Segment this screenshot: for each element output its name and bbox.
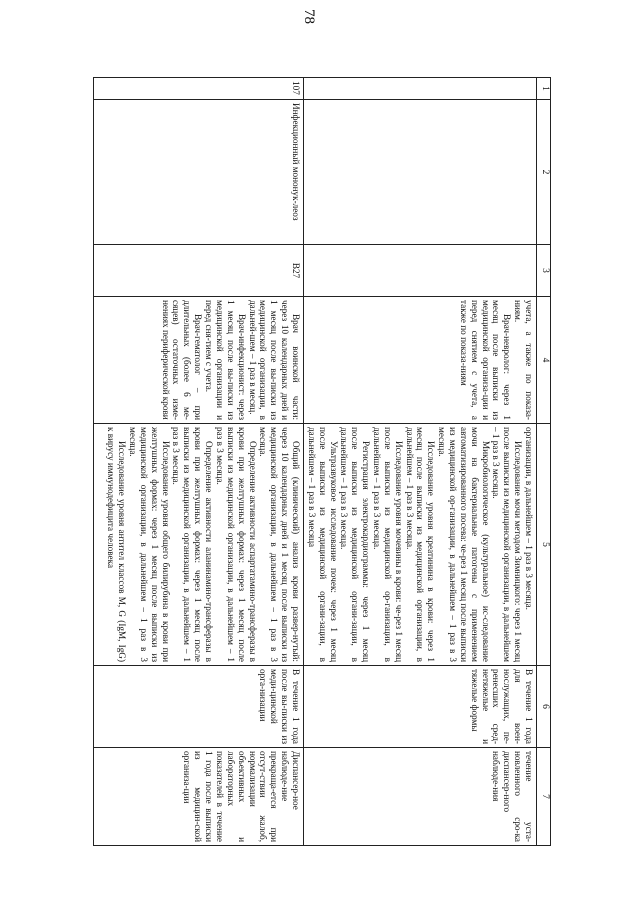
examination-text: Исследование уровня креатинина в крови: через 1 месяц после выписки из медицинской организации, в дальнейшем – 1 раз в 3 месяца. (404, 427, 437, 662)
disease-name: Инфекционный мононук-леоз (94, 100, 304, 245)
disease-name (303, 100, 536, 245)
page-number: 78 (301, 9, 317, 24)
header-col-6: 6 (537, 666, 551, 748)
termination-criteria: Диспансер-ное наблюде-ние прекраща-ется при отсут-ствии жалоб, нормализации объективных и лабораторных показателей в течение 1 года после выписки из медицин-ской организа-ции (94, 748, 304, 846)
examinations-cell (94, 424, 304, 666)
examination-text: Общий (клинический) анализ крови развер-нутый: через 10 календарных дней и 1 месяц после выписки из медицинской организации, в дальнейшем – 1 раз в 3 месяца. (258, 427, 301, 662)
examination-text: Исследование мочи методом Зимницкого: через 1 месяц после выписки из медицинской организации, в дальнейшем – 1 раз в 3 месяца. (491, 427, 524, 662)
rotated-table-container (93, 77, 551, 845)
table-row (94, 78, 304, 846)
specialists-cell (303, 297, 536, 424)
examination-text: Исследование уровня антител классов M, G (IgM, IgG) к вирусу иммунодефицита человека (106, 427, 128, 662)
termination-criteria: течение уста-новленного сро-ка диспансер-ного наблюде-ния (303, 748, 536, 846)
row-number (303, 78, 536, 100)
header-col-5: 5 (537, 424, 551, 666)
header-col-7: 7 (537, 748, 551, 846)
examination-text: Исследование уровня общего билирубина в крови при желтушных формах: через 1 месяц после выписки из медицинской организации, в дальнейшем – 1 раз в 3 месяца. (128, 427, 171, 662)
header-col-4: 4 (537, 297, 551, 424)
specialist-text: Врач-невролог: через 1 месяц после выписки из медицинской организа-ции и перед снятием с учета, а также по показа-ниям (458, 300, 513, 420)
specialist-text: Врач-гематолог – при длительных (более 6 ме-сяцев) остаточных изме-нениях периферической крови (160, 300, 204, 420)
specialists-cell (94, 297, 304, 424)
observation-period: В течение 1 года после вы-писки из меди-цинской орга-низации (94, 666, 304, 748)
header-col-1: 1 (537, 78, 551, 100)
observation-period: В течение 1 года для воен-нослужащих, пе-ренесших сред-нетяжелые и тяжелые формы (303, 666, 536, 748)
icd-code: B27 (94, 245, 304, 297)
specialist-text: Врач воинской части: через 10 календарных дней и 1 месяц после вы-писки из медицинской организации, в дальней-шем – 1 раз в месяц. (247, 300, 301, 420)
table-row (303, 78, 536, 846)
specialist-text: учета, а также по показа-ниям. (513, 300, 534, 420)
examination-text: организации, в дальнейшем – 1 раз в 3 месяца. (524, 427, 534, 610)
row-number: 107 (94, 78, 304, 100)
header-col-2: 2 (537, 100, 551, 245)
examinations-cell (303, 424, 536, 666)
examination-text: Ультразвуковое исследование почек: через 1 месяц после выписки из медицинской органи-зации, в дальнейшем – 1 раз в 3 месяца (306, 427, 339, 662)
header-col-3: 3 (537, 245, 551, 297)
icd-code (303, 245, 536, 297)
examination-text: Регистрация электрокардиограммы: через 1 месяц после выписки из медицинской органи-зации, в дальнейшем – 1 раз в 3 месяца. (339, 427, 372, 662)
examination-text: Определение активности аспартатамино-трансферазы в крови при желтушных формах: через 1 месяц после выписки из медицинской организации, в дальнейшем – 1 раз в 3 месяца. (214, 427, 258, 662)
examination-text: Исследование уровня мочевины в крови: че-рез 1 месяц после выписки из медицинской ор-ганизации, в дальнейшем – 1 раз в 3 месяца. (371, 427, 404, 662)
specialist-text: Врач-инфекционист: через 1 месяц после вы-писки из медицинской организации и перед сня-тием с учета. (204, 300, 247, 420)
examination-text: Определение активности аланинамино-трансферазы в крови при желтушных формах: через 1 месяц после выписки из медицинской организации, в дальнейшем – 1 раз в 3 месяца. (171, 427, 215, 662)
examination-text: Микробиологическое (культуральное) ис-следование мочи на бактериальные патогены с применением автоматизированного посева: че-рез 1 месяц после выписки из медицинской ор-ганизации, в дальнейшем – 1 раз в 3 месяца. (437, 427, 491, 662)
dispensary-observation-table (93, 77, 551, 846)
header-row (537, 78, 551, 846)
